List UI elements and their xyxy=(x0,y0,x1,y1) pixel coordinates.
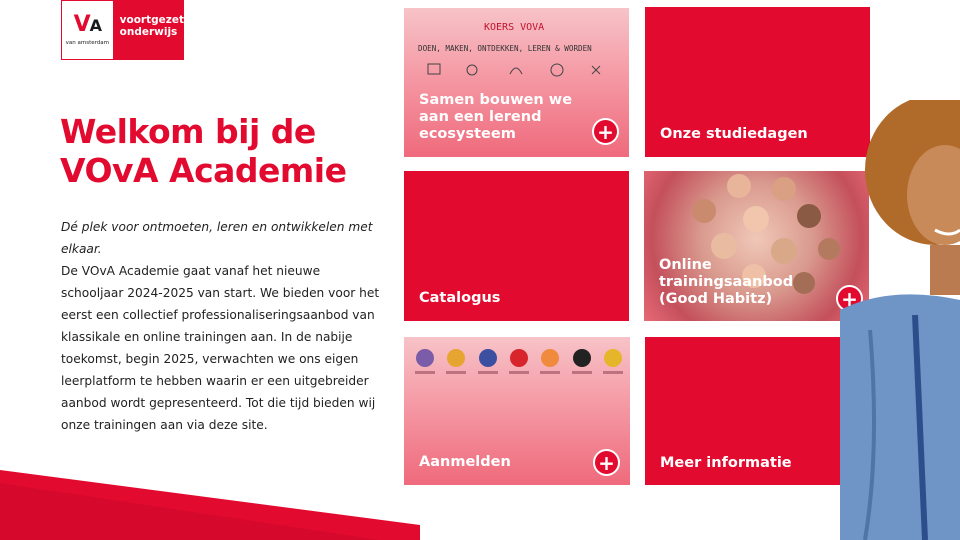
tile-catalogus[interactable] xyxy=(404,171,629,321)
tile-label: Aanmelden xyxy=(419,454,511,470)
plus-icon[interactable]: + xyxy=(836,285,863,312)
logo-mark-letter: V xyxy=(73,12,90,37)
intro-body: De VOvA Academie gaat vanaf het nieuwe schooljaar 2024-2025 van start. We bieden voor het eerst een collectief professionaliseringsaanbod van klassikale en online trainingen aan. In de nabije toekomst, begin 2025, verwachten we ons eigen leerplatform te hebben waarin er een uitgebreider aanbod wordt gepresenteerd. Tot die tijd bieden wij onze trainingen aan via deze site. xyxy=(61,264,380,432)
sketch-text: DOEN, MAKEN, ONTDEKKEN, LEREN & WORDEN xyxy=(418,44,592,53)
school-logo xyxy=(477,349,499,389)
tile-aanmelden[interactable] xyxy=(404,337,630,485)
tile-studiedagen[interactable] xyxy=(645,7,870,157)
page-title: Welkom bij de VOvA Academie xyxy=(60,112,347,190)
logo-line1: voortgezet xyxy=(119,14,184,26)
intro-text xyxy=(61,216,381,436)
logo-text xyxy=(114,0,184,60)
plus-icon[interactable]: + xyxy=(592,286,619,313)
logo-mark xyxy=(61,0,114,60)
vova-logo[interactable] xyxy=(61,0,184,60)
koers-sketch xyxy=(412,16,622,86)
school-logo xyxy=(571,349,593,389)
tile-meer-informatie[interactable] xyxy=(645,337,870,485)
sketch-title: KOERS VOVA xyxy=(484,22,545,33)
intro-lead: Dé plek voor ontmoeten, leren en ontwikkelen met elkaar. xyxy=(61,220,373,256)
logo-mark-small: A xyxy=(89,16,102,35)
plus-icon[interactable]: + xyxy=(593,449,620,476)
tile-label: Meer informatie xyxy=(660,455,792,471)
tile-label: Online trainingsaanbod (Good Habitz) xyxy=(659,257,794,307)
tile-label: Samen bouwen we aan een lerend ecosysteem xyxy=(419,92,573,142)
logo-city: van amsterdam xyxy=(65,40,110,46)
school-logos xyxy=(414,349,624,389)
student-photo xyxy=(840,100,960,540)
school-logo xyxy=(414,349,436,389)
school-logo xyxy=(445,349,467,389)
sketch-doodles xyxy=(422,58,622,82)
tile-online-trainingsaanbod[interactable] xyxy=(644,171,869,321)
school-logo xyxy=(602,349,624,389)
school-logo xyxy=(508,349,530,389)
tile-label: Catalogus xyxy=(419,290,501,306)
plus-icon[interactable]: + xyxy=(592,118,619,145)
school-logo xyxy=(539,349,561,389)
logo-line2: onderwijs xyxy=(119,26,178,38)
tile-ecosystem[interactable] xyxy=(404,8,629,157)
plus-icon[interactable]: + xyxy=(834,123,861,150)
tile-label: Onze studiedagen xyxy=(660,126,808,142)
